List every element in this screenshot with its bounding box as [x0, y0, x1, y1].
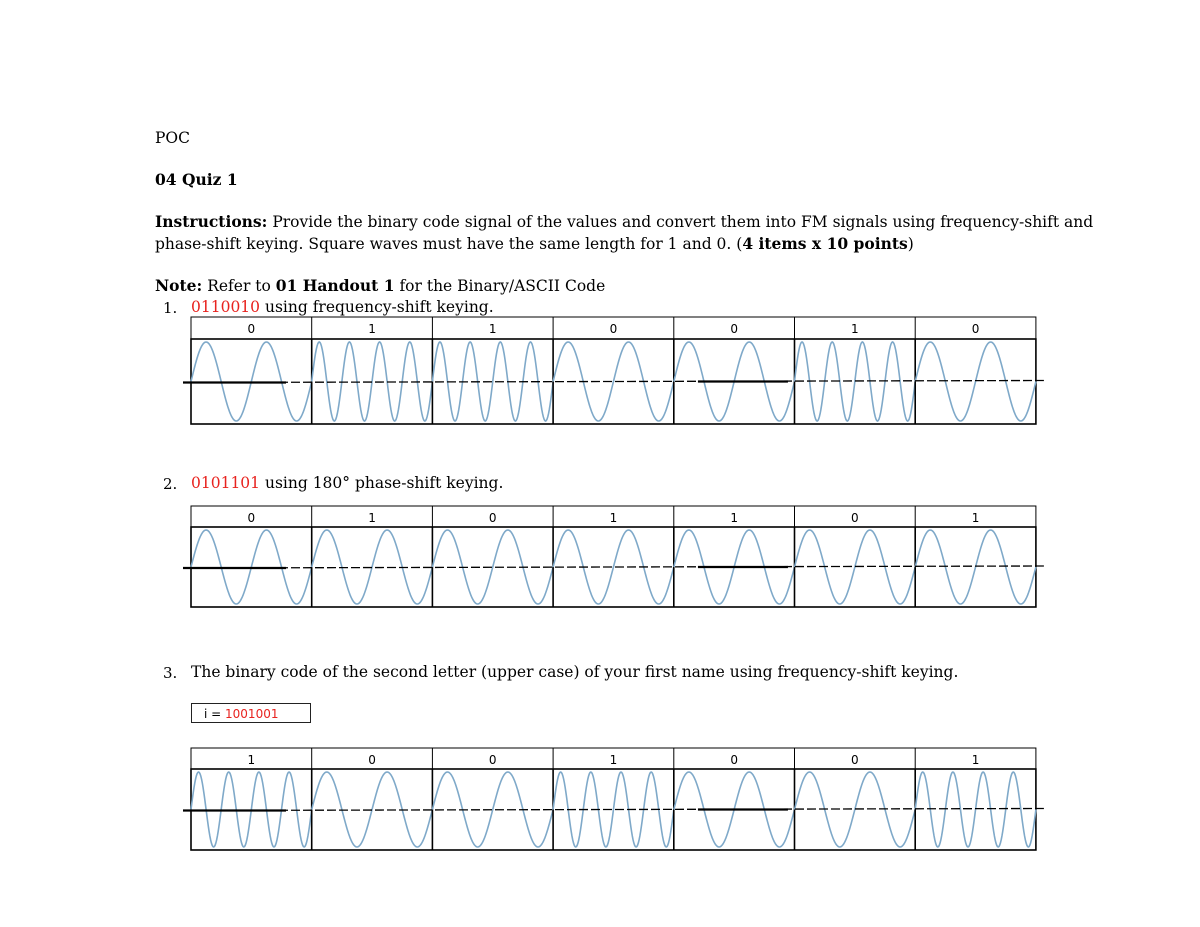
instructions-close: ) — [907, 235, 914, 253]
bit-label: 0 — [247, 511, 256, 525]
bit-label: 1 — [851, 322, 859, 336]
item-3-number: 3. — [163, 664, 178, 682]
item-3-answer-prefix: i = — [204, 707, 226, 721]
instructions-label: Instructions: — [155, 212, 268, 231]
bit-label: 0 — [488, 753, 497, 767]
item-3-description: The binary code of the second letter (upper case) of your first name using frequency-shift keying. — [191, 663, 959, 681]
bit-label: 1 — [488, 322, 497, 336]
note-label: Note: — [155, 276, 203, 295]
bit-label: 1 — [368, 322, 376, 336]
bit-label: 0 — [971, 322, 980, 336]
note-text-a: Refer to — [207, 277, 271, 295]
bit-label: 0 — [368, 753, 376, 767]
quiz-title: 04 Quiz 1 — [155, 170, 238, 189]
bit-label: 1 — [609, 753, 618, 767]
bit-label: 1 — [247, 753, 256, 767]
note-handout: 01 Handout 1 — [275, 276, 395, 295]
bit-label: 0 — [730, 753, 738, 767]
carrier-wave — [915, 772, 1036, 847]
bit-label: 0 — [851, 753, 859, 767]
instructions-text-2: phase-shift keying. Square waves must have the same length for 1 and 0. ( — [155, 235, 743, 253]
item-1-description: using frequency-shift keying. — [264, 298, 494, 316]
bit-label: 0 — [488, 511, 497, 525]
bit-label: 0 — [730, 322, 738, 336]
bit-label: 1 — [730, 511, 738, 525]
bit-label: 0 — [609, 322, 618, 336]
carrier-wave — [915, 530, 1036, 604]
bit-label: 0 — [851, 511, 859, 525]
bit-label: 1 — [971, 753, 980, 767]
item-3-answer-value: 1001001 — [225, 707, 279, 721]
bit-label: 1 — [609, 511, 618, 525]
item-1-number: 1. — [163, 299, 178, 317]
instructions-text-1: Provide the binary code signal of the values and convert them into FM signals using frequency-shift and — [272, 213, 1094, 231]
subject-label: POC — [155, 129, 190, 147]
item-2-description: using 180° phase-shift keying. — [264, 474, 504, 492]
bit-label: 1 — [368, 511, 376, 525]
note-text-b: for the Binary/ASCII Code — [399, 277, 606, 295]
bit-label: 1 — [971, 511, 980, 525]
item-1-value: 0110010 — [191, 298, 261, 316]
carrier-wave — [915, 342, 1036, 421]
item-2-number: 2. — [163, 475, 178, 493]
item-2-value: 0101101 — [191, 474, 261, 492]
instructions-points: 4 items x 10 points — [742, 234, 908, 253]
bit-label: 0 — [247, 322, 256, 336]
